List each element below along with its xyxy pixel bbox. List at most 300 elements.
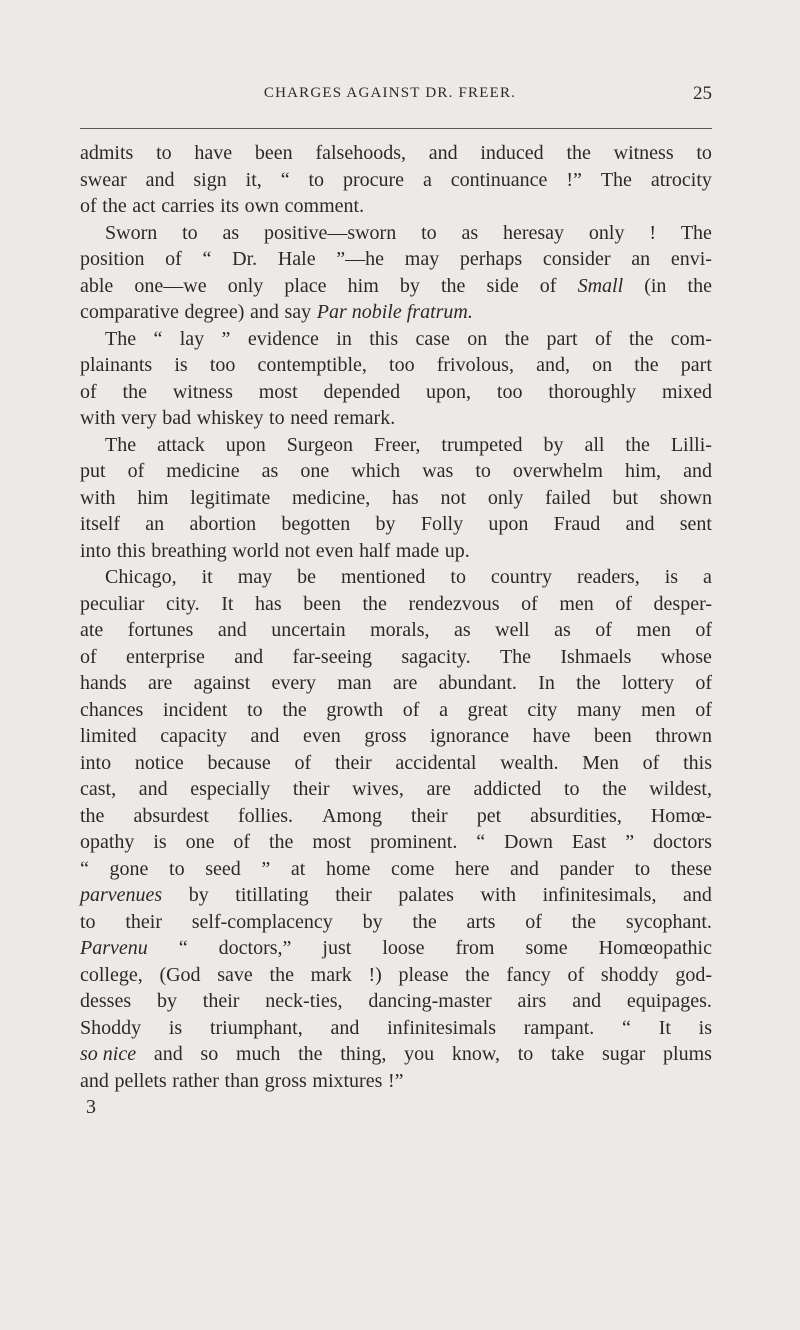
word: up. xyxy=(444,539,470,562)
word: infinitesimals, xyxy=(542,884,657,906)
word: of xyxy=(695,619,712,641)
word: parvenues xyxy=(80,884,163,906)
word: great xyxy=(467,698,508,721)
word: their xyxy=(335,884,372,906)
word: and xyxy=(683,884,712,906)
word: East xyxy=(571,831,607,853)
word: depended xyxy=(323,380,401,403)
text-line xyxy=(80,485,712,512)
word: ! xyxy=(649,221,656,244)
word: to xyxy=(269,407,285,429)
word: to xyxy=(421,221,437,244)
word: The xyxy=(499,645,532,668)
word: Among xyxy=(322,804,383,827)
word: and xyxy=(217,619,247,641)
word: The xyxy=(105,433,137,456)
word: of xyxy=(594,327,612,350)
word: their xyxy=(292,778,330,800)
word: put xyxy=(80,460,106,482)
word: by xyxy=(188,884,209,906)
word: of xyxy=(695,698,712,721)
word: !) xyxy=(368,963,382,986)
word: have xyxy=(194,142,233,164)
word: of xyxy=(525,910,542,933)
word: growth xyxy=(326,698,384,721)
word: with xyxy=(480,884,517,906)
word: and xyxy=(330,1016,360,1039)
word: ” xyxy=(625,831,635,853)
word: one xyxy=(300,460,330,482)
word: the xyxy=(268,831,294,853)
word: so xyxy=(200,1043,219,1065)
word: to xyxy=(696,142,712,164)
word: limited xyxy=(80,725,137,747)
word: whiskey xyxy=(196,407,264,429)
text-line xyxy=(80,1041,712,1068)
text-line xyxy=(80,988,712,1015)
word: one—we xyxy=(134,274,207,297)
word: take xyxy=(550,1043,585,1065)
signature-mark: 3 xyxy=(86,1096,96,1118)
text-line xyxy=(80,246,712,273)
word: at xyxy=(290,857,306,880)
word: “ xyxy=(622,1016,631,1039)
word: by xyxy=(156,990,177,1012)
word: one xyxy=(185,831,215,853)
word: come xyxy=(391,857,435,880)
word: say xyxy=(284,301,312,323)
word: even xyxy=(302,725,341,747)
word: com- xyxy=(670,327,712,350)
word: part xyxy=(546,327,578,350)
word: “ xyxy=(202,248,212,270)
word: heresay xyxy=(502,221,565,244)
word: their xyxy=(125,910,162,933)
word: please xyxy=(398,963,449,986)
word: an xyxy=(631,248,651,270)
word: (God xyxy=(159,963,201,986)
text-line xyxy=(80,326,712,353)
word: and xyxy=(250,725,280,747)
word: of xyxy=(695,672,712,694)
word: mentioned xyxy=(340,566,426,588)
word: city xyxy=(527,698,558,721)
word: too xyxy=(496,380,523,403)
word: here xyxy=(454,857,490,880)
word: desses xyxy=(80,990,132,1012)
word: The xyxy=(600,168,632,191)
text-line xyxy=(80,220,712,247)
word: Lilli- xyxy=(670,433,712,456)
word: the xyxy=(269,963,294,986)
word: are xyxy=(426,778,451,800)
word: legitimate xyxy=(190,486,271,509)
word: lay xyxy=(179,327,205,350)
word: incident xyxy=(162,698,228,721)
word: rather xyxy=(172,1069,219,1092)
word: comment. xyxy=(284,195,365,217)
word: The xyxy=(105,327,137,350)
word: fortunes xyxy=(127,619,194,641)
word: the xyxy=(298,1043,323,1065)
text-line xyxy=(80,432,712,459)
word: comparative xyxy=(80,301,179,323)
word: “ xyxy=(153,327,163,350)
text-line xyxy=(80,140,712,167)
word: readers, xyxy=(576,566,640,588)
word: enterprise xyxy=(126,645,205,668)
word: of xyxy=(402,698,420,721)
word: shoddy xyxy=(600,963,659,986)
word: the xyxy=(576,672,601,694)
word: of xyxy=(165,248,182,270)
word: of xyxy=(595,619,612,641)
word: but xyxy=(612,486,638,509)
word: to xyxy=(634,857,651,880)
word: much xyxy=(235,1043,281,1065)
word: man xyxy=(337,672,372,694)
word: part xyxy=(680,354,712,376)
text-line xyxy=(80,299,712,326)
word: infinitesimals xyxy=(387,1016,497,1039)
word: position xyxy=(80,248,145,270)
word: than xyxy=(224,1069,259,1092)
word: him, xyxy=(624,460,662,482)
word: the xyxy=(102,195,127,217)
word: uncertain xyxy=(271,619,346,641)
word: perhaps xyxy=(459,248,523,270)
word: Chicago, xyxy=(105,566,177,588)
word: the xyxy=(687,274,712,297)
word: Parvenu xyxy=(80,937,148,959)
word: triumphant, xyxy=(209,1016,303,1039)
text-line xyxy=(80,803,712,830)
word: very xyxy=(121,407,157,429)
text-line xyxy=(80,962,712,989)
word: able xyxy=(80,274,114,297)
word: a xyxy=(422,168,432,191)
word: overwhelm xyxy=(512,460,603,482)
word: wildest, xyxy=(649,778,712,800)
word: their xyxy=(202,990,240,1012)
word: their xyxy=(411,804,448,827)
word: their xyxy=(334,751,372,774)
word: only xyxy=(227,274,264,297)
word: city. xyxy=(165,592,200,615)
word: only xyxy=(588,221,625,244)
word: degree) xyxy=(184,301,245,323)
word: is xyxy=(168,1016,183,1039)
word: against xyxy=(193,672,251,694)
word: peculiar xyxy=(80,592,145,615)
word: opathy xyxy=(80,831,135,853)
word: absurdities, xyxy=(530,804,622,827)
word: pellets xyxy=(114,1069,167,1092)
word: him xyxy=(347,274,379,297)
text-line xyxy=(80,458,712,485)
text-line xyxy=(80,1015,712,1042)
word: whose xyxy=(660,645,712,668)
word: absurdest xyxy=(133,804,209,827)
text-line xyxy=(80,193,712,220)
word: of xyxy=(642,751,660,774)
word: wealth. xyxy=(500,751,559,774)
word: as xyxy=(454,619,471,641)
word: world xyxy=(232,539,280,562)
word: attack xyxy=(157,433,205,456)
word: and xyxy=(138,778,168,800)
word: and xyxy=(153,1043,183,1065)
word: of xyxy=(233,831,251,853)
word: was xyxy=(422,460,454,482)
word: lottery xyxy=(621,672,675,694)
word: you xyxy=(404,1043,435,1065)
word: continuance xyxy=(450,168,548,191)
word: case xyxy=(415,327,450,350)
word: Ishmaels xyxy=(560,645,632,668)
word: failed xyxy=(545,486,591,509)
word: dancing-master xyxy=(368,990,492,1012)
word: because xyxy=(207,751,271,774)
page-number: 25 xyxy=(693,83,712,104)
word: Fraud xyxy=(553,513,601,535)
word: on xyxy=(467,327,488,350)
word: begotten xyxy=(281,513,351,535)
word: be xyxy=(297,566,317,588)
word: mixed xyxy=(662,380,712,403)
word: every xyxy=(271,672,316,694)
word: Surgeon xyxy=(286,433,354,456)
word: into xyxy=(80,751,112,774)
word: by xyxy=(375,513,396,535)
word: envi- xyxy=(670,248,712,270)
text-line xyxy=(80,405,712,432)
word: rendezvous xyxy=(408,592,500,615)
word: its xyxy=(220,195,239,217)
word: an xyxy=(145,513,165,535)
text-line xyxy=(80,273,712,300)
word: accidental xyxy=(395,751,477,774)
word: trumpeted xyxy=(441,433,523,456)
text-line xyxy=(80,167,712,194)
word: of xyxy=(80,195,97,217)
word: mixtures xyxy=(312,1069,383,1092)
word: save xyxy=(217,963,253,986)
word: ” xyxy=(221,327,231,350)
word: from xyxy=(455,937,495,959)
word: are xyxy=(147,672,173,694)
word: the xyxy=(628,327,654,350)
word: sent xyxy=(679,513,712,535)
word: most xyxy=(312,831,352,853)
word: and xyxy=(80,1069,109,1092)
word: to xyxy=(308,168,325,191)
word: of xyxy=(567,963,585,986)
word: pet xyxy=(476,804,502,827)
word: thoroughly xyxy=(548,380,637,403)
word: swear xyxy=(80,168,127,191)
word: college, xyxy=(80,963,143,986)
body-text xyxy=(80,140,712,1120)
word: home xyxy=(325,857,371,880)
word: the xyxy=(602,778,627,800)
word: ignorance xyxy=(430,725,510,747)
word: !” xyxy=(387,1069,404,1092)
word: the xyxy=(571,910,597,933)
word: to xyxy=(247,698,263,721)
word: positive—sworn xyxy=(264,221,397,244)
word: and xyxy=(683,460,712,482)
word: and xyxy=(428,142,458,164)
word: ” xyxy=(261,857,271,880)
word: the xyxy=(80,804,105,827)
word: gross xyxy=(364,725,407,747)
word: addicted xyxy=(473,778,542,800)
word: too xyxy=(389,354,415,376)
word: medicine xyxy=(166,460,240,482)
word: procure xyxy=(342,168,405,191)
word: “ xyxy=(178,937,188,959)
page-header xyxy=(68,83,712,113)
word: country xyxy=(490,566,553,588)
word: the xyxy=(282,698,307,721)
word: even xyxy=(315,539,354,562)
word: this xyxy=(683,751,712,774)
word: follies. xyxy=(238,804,294,827)
text-line xyxy=(80,352,712,379)
word: the xyxy=(625,433,650,456)
word: a xyxy=(439,698,448,721)
word: not xyxy=(284,539,311,562)
word: titillating xyxy=(235,884,309,906)
header-rule xyxy=(80,128,712,129)
word: frivolous, xyxy=(436,354,514,376)
word: and xyxy=(249,301,279,323)
word: sugar xyxy=(602,1043,646,1065)
word: far-seeing xyxy=(292,645,373,668)
word: by xyxy=(362,910,383,933)
word: Hale xyxy=(277,248,316,270)
word: ”—he xyxy=(336,248,385,270)
word: as xyxy=(222,221,240,244)
word: is xyxy=(174,354,188,376)
word: rampant. xyxy=(523,1016,595,1039)
word: this xyxy=(116,539,146,562)
word: remark. xyxy=(333,407,396,429)
word: and xyxy=(234,645,264,668)
word: doctors xyxy=(652,831,712,853)
word: Shoddy xyxy=(80,1016,142,1039)
word: atrocity xyxy=(650,168,712,191)
text-line xyxy=(80,564,712,591)
word: many xyxy=(577,698,622,721)
word: evidence xyxy=(247,327,319,350)
word: sycophant. xyxy=(625,910,712,933)
word: on xyxy=(592,354,613,376)
word: Men xyxy=(582,751,619,774)
word: to xyxy=(517,1043,534,1065)
word: side xyxy=(486,274,519,297)
word: witness xyxy=(613,142,674,164)
word: self-complacency xyxy=(191,910,333,933)
word: of xyxy=(539,274,557,297)
word: to xyxy=(450,566,466,588)
word: upon, xyxy=(426,380,472,403)
word: act xyxy=(132,195,156,217)
word: men xyxy=(641,698,676,721)
word: Sworn xyxy=(105,221,158,244)
text-line xyxy=(80,538,712,565)
word: carries xyxy=(161,195,215,217)
word: plainants xyxy=(80,354,153,376)
text-line xyxy=(80,723,712,750)
word: induced xyxy=(480,142,544,164)
word: may xyxy=(404,248,440,270)
word: and xyxy=(572,990,602,1012)
word: place xyxy=(284,274,327,297)
word: own xyxy=(244,195,280,217)
word: and xyxy=(625,513,655,535)
word: to xyxy=(475,460,491,482)
text-line xyxy=(80,511,712,538)
word: Small xyxy=(577,274,624,297)
word: shown xyxy=(659,486,712,509)
word: cast, xyxy=(80,778,117,800)
word: a xyxy=(703,566,712,588)
word: the xyxy=(504,327,530,350)
word: to xyxy=(156,142,172,164)
word: it, xyxy=(245,168,262,191)
word: notice xyxy=(134,751,184,774)
text-line xyxy=(80,776,712,803)
word: half xyxy=(359,539,391,562)
text-line xyxy=(80,750,712,777)
text-line xyxy=(80,882,712,909)
word: pander xyxy=(559,857,614,880)
word: into xyxy=(80,539,112,562)
word: too xyxy=(209,354,236,376)
word: not xyxy=(440,486,467,509)
text-line xyxy=(80,909,712,936)
word: mark xyxy=(310,963,352,986)
word: contemptible, xyxy=(257,354,367,376)
word: the xyxy=(440,274,466,297)
word: Par nobile fratrum. xyxy=(316,301,473,323)
word: upon xyxy=(225,433,266,456)
word: may xyxy=(237,566,273,588)
word: just xyxy=(322,937,352,959)
word: morals, xyxy=(370,619,430,641)
word: of xyxy=(615,592,632,615)
word: sagacity. xyxy=(401,645,471,668)
word: bad xyxy=(162,407,192,429)
word: Dr. xyxy=(232,248,258,270)
word: to xyxy=(182,221,198,244)
word: of xyxy=(80,645,97,668)
word: been xyxy=(303,592,341,615)
word: wives, xyxy=(352,778,404,800)
word: of xyxy=(521,592,538,615)
word: well xyxy=(495,619,530,641)
word: have xyxy=(532,725,571,747)
word: abortion xyxy=(189,513,257,535)
word: capacity xyxy=(160,725,227,747)
word: all xyxy=(584,433,605,456)
word: abundant. xyxy=(438,672,517,694)
word: with xyxy=(80,407,116,429)
word: to xyxy=(563,778,580,800)
word: the xyxy=(412,910,437,933)
